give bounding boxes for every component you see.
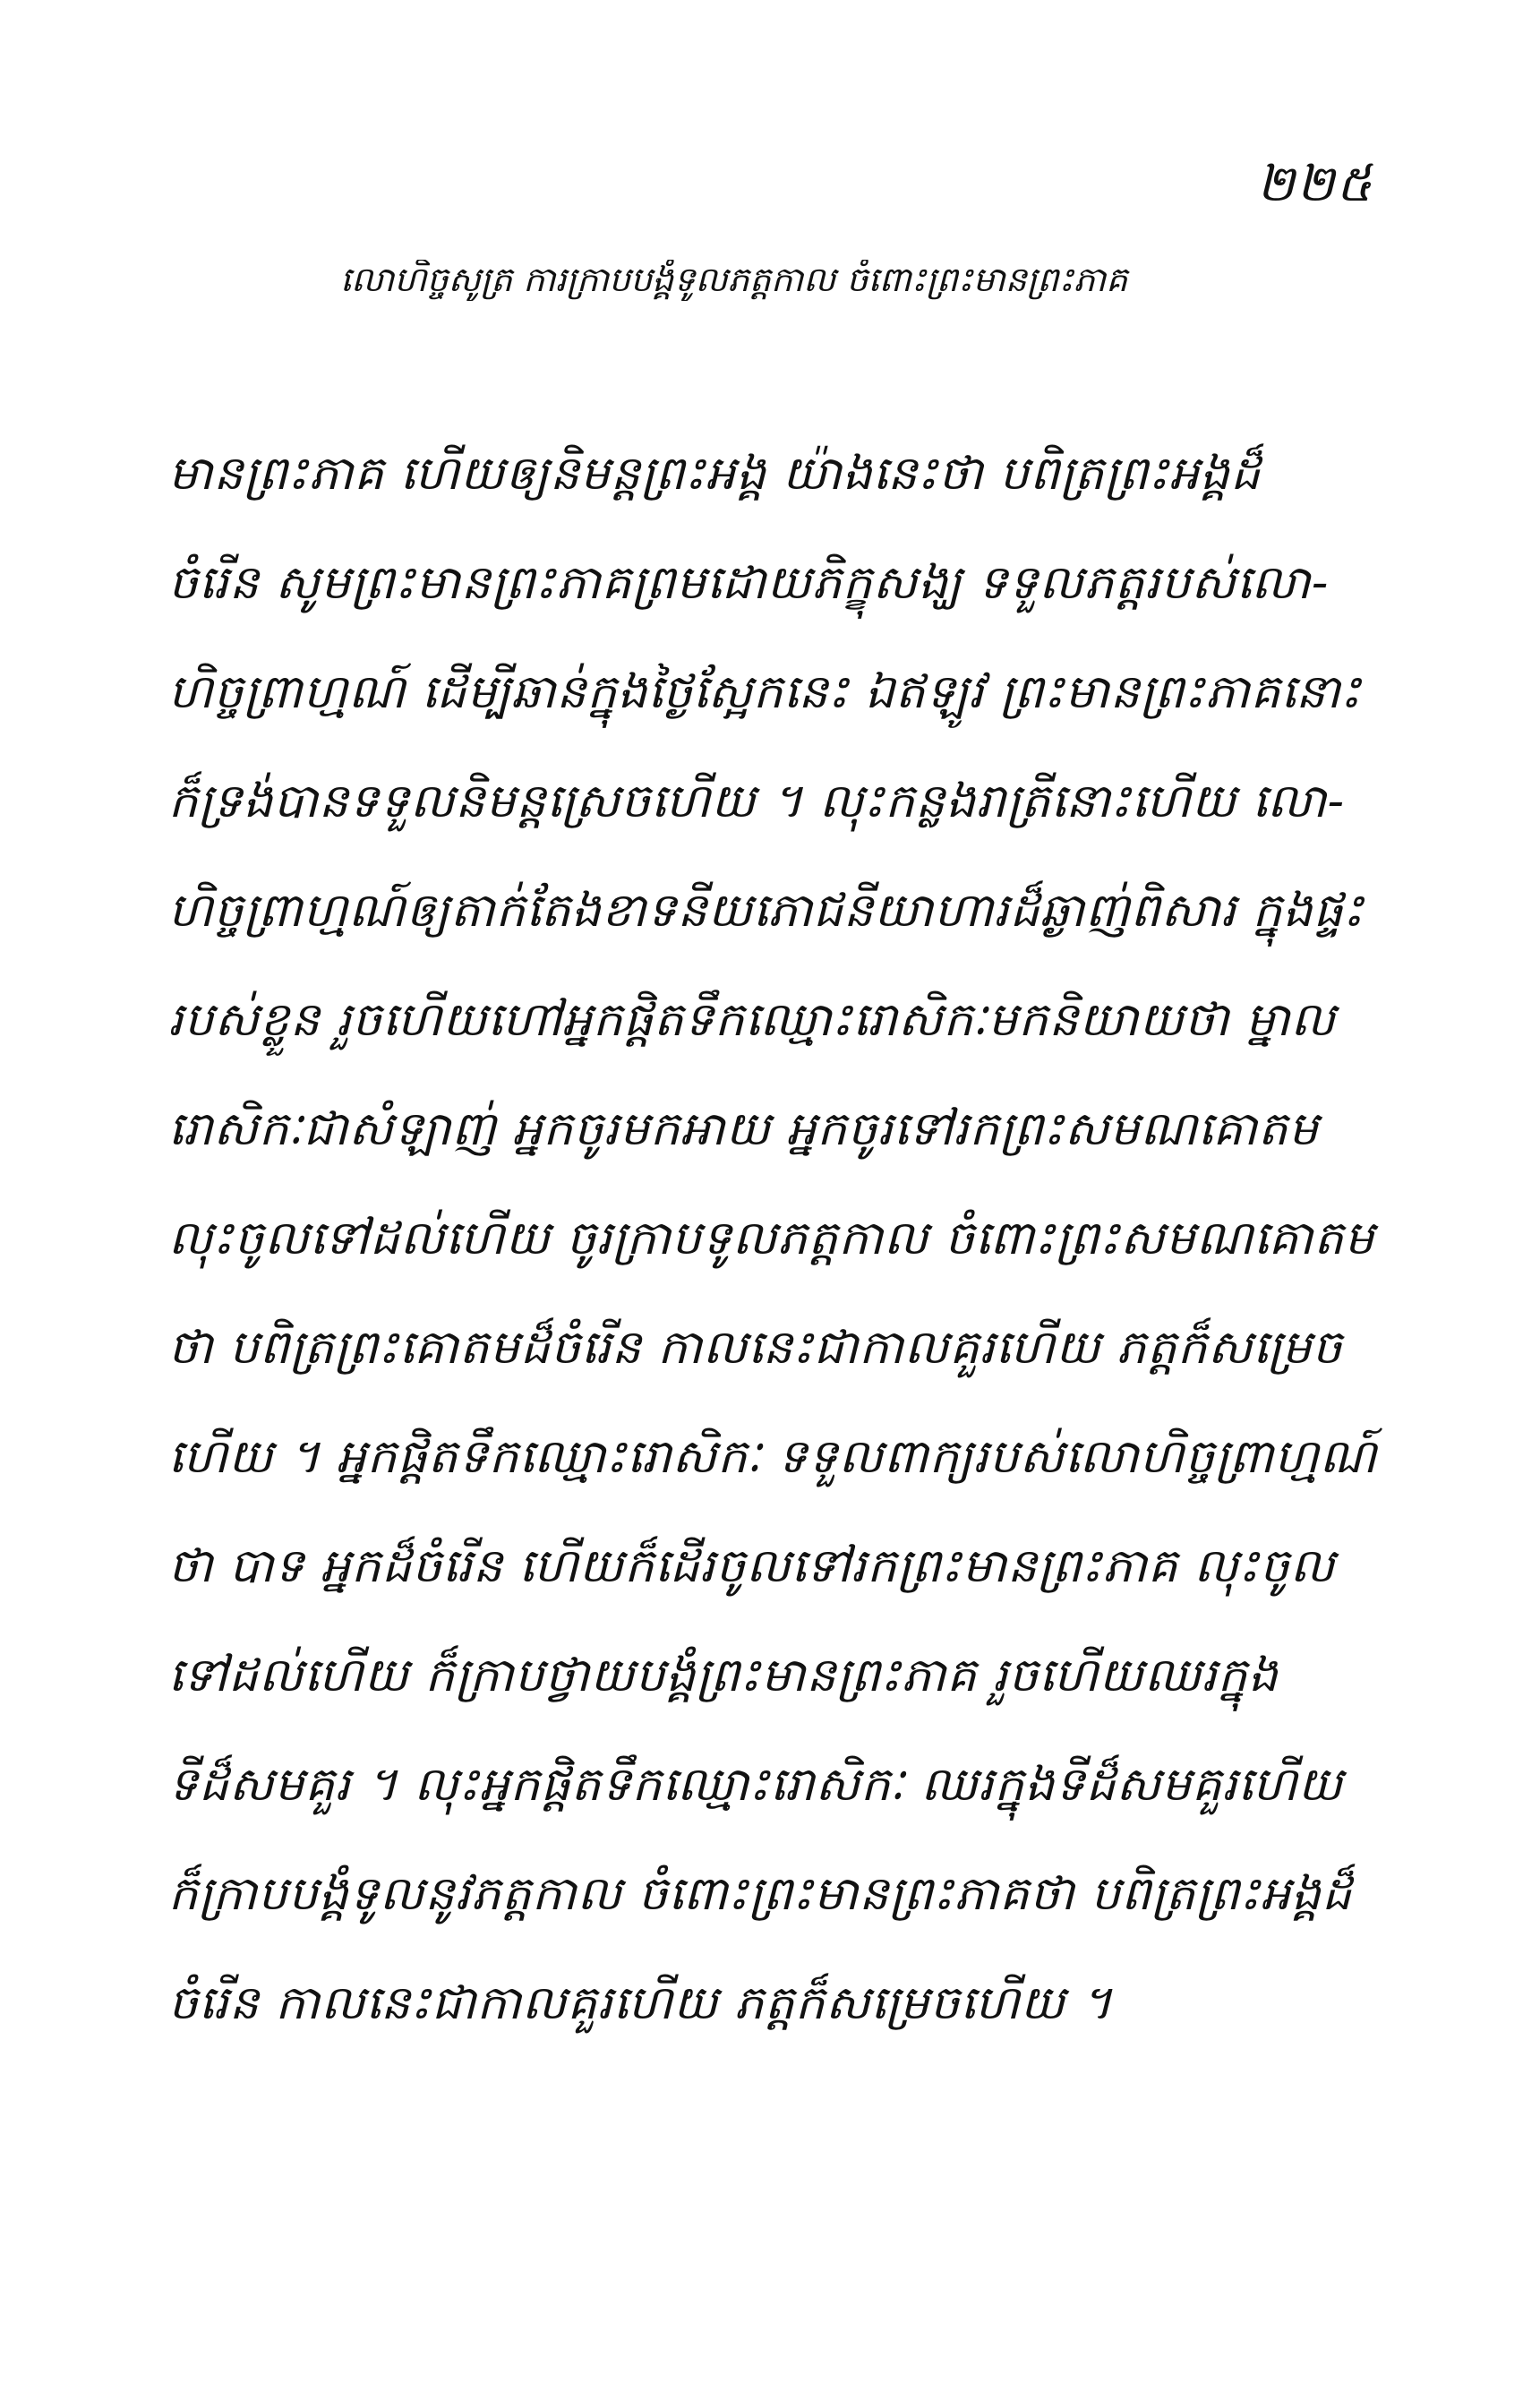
text-line: ចំរើន កាលនេះជាកាលគួរហើយ ភត្តក៏សម្រេចហើយ ។ (168, 1976, 1113, 2030)
text-line: ថា បពិត្រព្រះគោតមដ៏ចំរើន កាលនេះជាកាលគួរហើយ ភត្តក៏សម្រេច (168, 1321, 1343, 1375)
body-text (168, 419, 1386, 2058)
text-line: មានព្រះភាគ ហើយឲ្យនិមន្តព្រះអង្គ យ៉ាងនេះថា បពិត្រព្រះអង្គដ៏ (168, 447, 1262, 501)
text-line: ទីដ៏សមគួរ ។ លុះអ្នកផ្ដិតទឹកឈ្មោះរោសិកៈ ឈរក្នុងទីដ៏សមគួរហើយ (168, 1758, 1344, 1812)
text-line: ហើយ ។ អ្នកផ្ដិតទឹកឈ្មោះរោសិកៈ ទទួលពាក្យរបស់លោហិច្ចព្រាហ្មណ៍ (168, 1430, 1378, 1484)
text-line: ថា បាទ អ្នកដ៏ចំរើន ហើយក៏ដើរចូលទៅរកព្រះមានព្រះភាគ លុះចូល (168, 1539, 1336, 1593)
text-line: ក៏ទ្រង់បានទទួលនិមន្តស្រេចហើយ ។ លុះកន្លងរាត្រីនោះហើយ លោ- (168, 775, 1346, 828)
text-line: ហិច្ចព្រាហ្មណ៍ឲ្យតាក់តែងខាទនីយភោជនីយាហារដ៏ឆ្ងាញ់ពិសារ ក្នុងផ្ទះ (168, 884, 1365, 938)
text-line: ទៅដល់ហើយ ក៏ក្រាបថ្វាយបង្គំព្រះមានព្រះភាគ រួចហើយឈរក្នុង (168, 1649, 1279, 1702)
text-line: របស់ខ្លួន រួចហើយហៅអ្នកផ្ដិតទឹកឈ្មោះរោសិកៈមកនិយាយថា ម្នាល (168, 993, 1337, 1047)
text-line: លុះចូលទៅដល់ហើយ ចូរក្រាបទូលភត្តកាល ចំពោះព្រះសមណគោតម (168, 1212, 1375, 1265)
text-line: ក៏ក្រាបបង្គំទូលនូវភត្តកាល ចំពោះព្រះមានព្រះភាគថា បពិត្រព្រះអង្គដ៏ (168, 1867, 1353, 1921)
text-line: ចំរើន សូមព្រះមានព្រះភាគព្រមដោយភិក្ខុសង្ឃ ទទួលភត្តរបស់លោ- (168, 556, 1330, 610)
text-line: ហិច្ចព្រាហ្មណ៍ ដើម្បីឆាន់ក្នុងថ្ងៃស្អែកនេះ ឯឥឡូវ ព្រះមានព្រះភាគនោះ (168, 665, 1362, 719)
text-line: រោសិកៈជាសំឡាញ់ អ្នកចូរមកអាយ អ្នកចូរទៅរកព្រះសមណគោតម (168, 1102, 1319, 1156)
running-head: លោហិច្ចសូត្រ ការក្រាបបង្គំទូលភត្តកាល ចំពោះព្រះមានព្រះភាគ (340, 260, 1128, 299)
page-number: ២២៥ (1256, 155, 1373, 213)
